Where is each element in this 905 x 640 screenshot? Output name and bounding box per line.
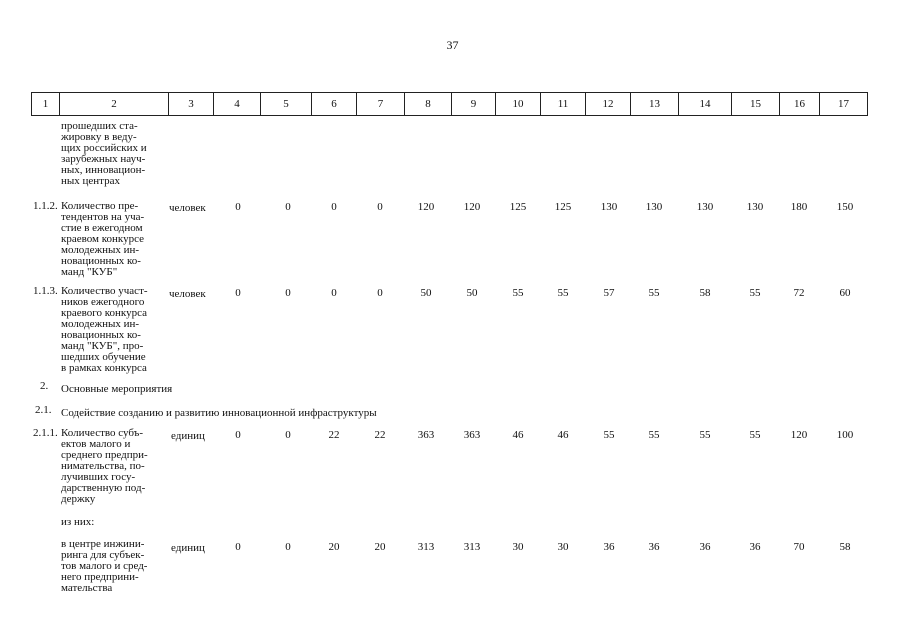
row-name: Основные мероприятия xyxy=(61,383,173,395)
row-value: 55 xyxy=(648,429,660,441)
row-value: 313 xyxy=(417,541,435,553)
row-value: 55 xyxy=(749,429,761,441)
row-value: 0 xyxy=(285,541,291,553)
page-number: 37 xyxy=(446,38,459,52)
row-value: 130 xyxy=(600,201,618,213)
row-value: 20 xyxy=(328,541,340,553)
row-value: 0 xyxy=(235,201,241,213)
header-cell: 2 xyxy=(60,93,169,115)
table-header-row xyxy=(31,92,868,116)
header-cell: 14 xyxy=(679,93,732,115)
row-name: Содействие созданию и развитию инновационной инфраструктуры xyxy=(61,407,377,419)
row-code: 1.1.3. xyxy=(33,285,58,297)
row-value: 55 xyxy=(749,287,761,299)
header-cell: 9 xyxy=(452,93,496,115)
row-value: 36 xyxy=(603,541,615,553)
row-code: 2.1. xyxy=(35,404,52,416)
header-cell: 5 xyxy=(261,93,312,115)
row-value: 55 xyxy=(699,429,711,441)
row-value: 363 xyxy=(417,429,435,441)
row-name: Количество участ- ников ежегодного краевого конкурса молодежных ин- новационных ко- манд "КУБ", про- шедших обучение в рамках конкурса xyxy=(61,285,148,374)
row-value: 100 xyxy=(836,429,854,441)
row-value: 58 xyxy=(839,541,851,553)
row-value: 0 xyxy=(235,541,241,553)
row-value: 120 xyxy=(790,429,808,441)
row-value: 22 xyxy=(374,429,386,441)
row-value: 120 xyxy=(463,201,481,213)
row-value: 36 xyxy=(699,541,711,553)
header-cell: 12 xyxy=(586,93,631,115)
row-name: Количество субъ- ектов малого и среднего предпри- нимательства, по- лучивших госу- дарственную под- держку xyxy=(61,427,148,505)
row-value: 70 xyxy=(793,541,805,553)
row-value: 130 xyxy=(645,201,663,213)
row-unit: единиц xyxy=(171,430,205,442)
row-value: 0 xyxy=(331,287,337,299)
row-value: 125 xyxy=(554,201,572,213)
row-value: 60 xyxy=(839,287,851,299)
row-value: 130 xyxy=(696,201,714,213)
row-value: 30 xyxy=(557,541,569,553)
row-code: 2. xyxy=(40,380,49,392)
row-unit: единиц xyxy=(171,542,205,554)
row-value: 120 xyxy=(417,201,435,213)
row-value: 0 xyxy=(285,429,291,441)
row-value: 0 xyxy=(377,287,383,299)
row-value: 0 xyxy=(377,201,383,213)
header-cell: 1 xyxy=(32,93,60,115)
header-cell: 6 xyxy=(312,93,357,115)
row-name: в центре инжини- ринга для субъек- тов малого и сред- него предприни- мательства xyxy=(61,538,148,594)
row-name: Количество пре- тендентов на уча- стие в ежегодном краевом конкурсе молодежных ин- новационных ко- манд "КУБ" xyxy=(61,200,145,278)
header-cell: 7 xyxy=(357,93,405,115)
row-unit: человек xyxy=(169,202,206,214)
row-value: 0 xyxy=(235,287,241,299)
row-value: 55 xyxy=(557,287,569,299)
row-value: 36 xyxy=(648,541,660,553)
row-value: 55 xyxy=(512,287,524,299)
row-value: 0 xyxy=(285,287,291,299)
row-unit: человек xyxy=(169,288,206,300)
row-name: из них: xyxy=(61,516,95,528)
row-value: 50 xyxy=(420,287,432,299)
row-value: 46 xyxy=(512,429,524,441)
row-value: 46 xyxy=(557,429,569,441)
row-value: 55 xyxy=(648,287,660,299)
row-value: 55 xyxy=(603,429,615,441)
header-cell: 17 xyxy=(838,98,849,110)
row-value: 72 xyxy=(793,287,805,299)
header-cell: 16 xyxy=(780,93,820,115)
row-value: 125 xyxy=(509,201,527,213)
row-value: 57 xyxy=(603,287,615,299)
row-value: 58 xyxy=(699,287,711,299)
header-cell: 11 xyxy=(541,93,586,115)
header-cell: 8 xyxy=(405,93,452,115)
header-cell: 10 xyxy=(496,93,541,115)
row-value: 0 xyxy=(285,201,291,213)
row-value: 22 xyxy=(328,429,340,441)
header-cell: 3 xyxy=(169,93,214,115)
row-value: 0 xyxy=(331,201,337,213)
row-name: прошедших ста- жировку в веду- щих российских и зарубежных науч- ных, инновацион- ных центрах xyxy=(61,120,147,187)
row-value: 36 xyxy=(749,541,761,553)
row-value: 363 xyxy=(463,429,481,441)
row-value: 150 xyxy=(836,201,854,213)
row-value: 20 xyxy=(374,541,386,553)
row-value: 0 xyxy=(235,429,241,441)
header-cell: 15 xyxy=(732,93,780,115)
row-code: 2.1.1. xyxy=(33,427,58,439)
row-value: 313 xyxy=(463,541,481,553)
row-value: 130 xyxy=(746,201,764,213)
row-value: 30 xyxy=(512,541,524,553)
row-value: 180 xyxy=(790,201,808,213)
header-cell: 13 xyxy=(631,93,679,115)
row-value: 50 xyxy=(466,287,478,299)
header-cell: 4 xyxy=(214,93,261,115)
row-code: 1.1.2. xyxy=(33,200,58,212)
